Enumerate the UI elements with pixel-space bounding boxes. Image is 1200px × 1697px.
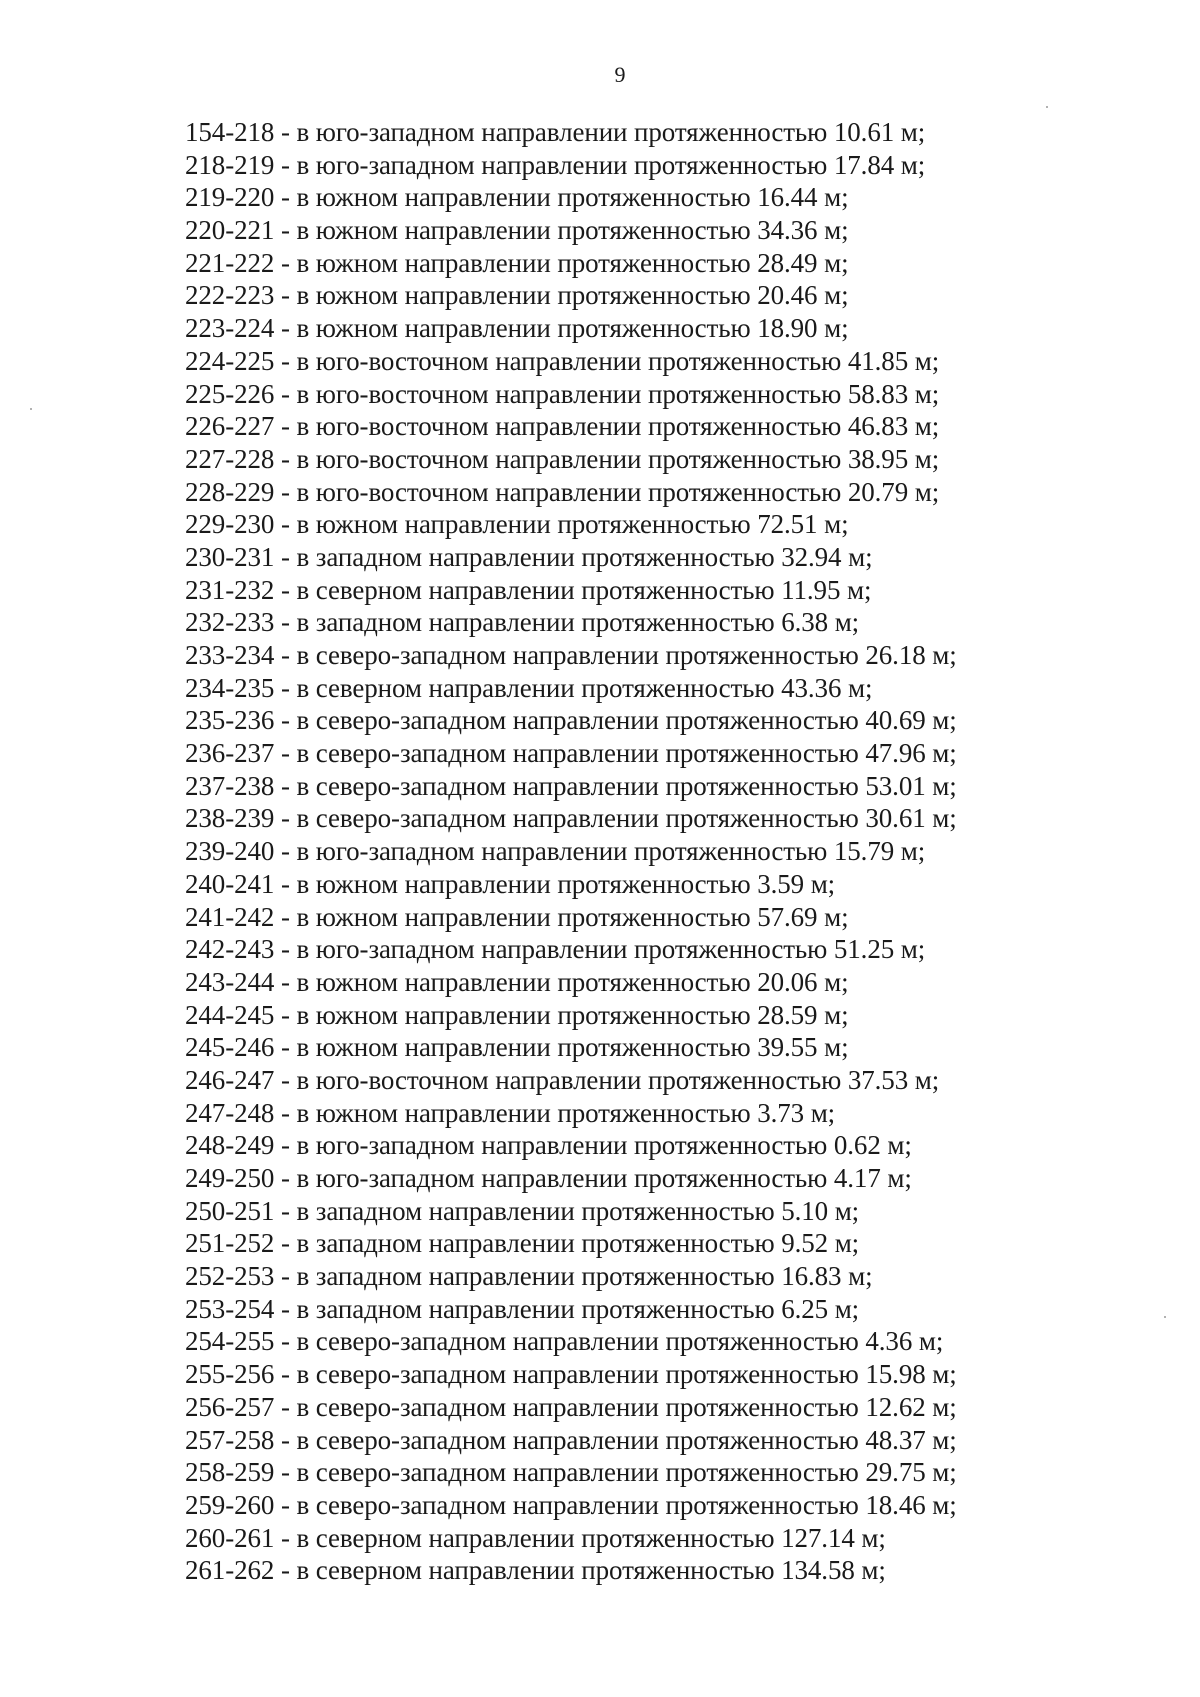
boundary-segment-line: 233-234 - в северо-западном направлении протяженностью 26.18 м; — [185, 640, 957, 670]
boundary-segment-line: 256-257 - в северо-западном направлении протяженностью 12.62 м; — [185, 1391, 957, 1422]
boundary-segment-line: 238-239 - в северо-западном направлении протяженностью 30.61 м; — [185, 803, 957, 834]
boundary-segment-list — [185, 116, 1065, 1587]
boundary-segment-line: 243-244 - в южном направлении протяженностью 20.06 м; — [185, 966, 849, 997]
scan-speck — [30, 408, 32, 410]
boundary-segment-line: 224-225 - в юго-восточном направлении протяженностью 41.85 м; — [185, 345, 940, 376]
scan-speck — [1046, 106, 1048, 108]
boundary-segment-line: 231-232 - в северном направлении протяженностью 11.95 м; — [185, 574, 872, 605]
boundary-segment-line: 234-235 - в северном направлении протяженностью 43.36 м; — [185, 672, 873, 703]
boundary-segment-line: 218-219 - в юго-западном направлении протяженностью 17.84 м; — [185, 149, 926, 180]
boundary-segment-line: 242-243 - в юго-западном направлении протяженностью 51.25 м; — [185, 934, 926, 965]
boundary-segment-line: 223-224 - в южном направлении протяженностью 18.90 м; — [185, 313, 849, 344]
boundary-segment-line: 225-226 - в юго-восточном направлении протяженностью 58.83 м; — [185, 378, 940, 409]
boundary-segment-line: 244-245 - в южном направлении протяженностью 28.59 м; — [185, 999, 849, 1030]
boundary-segment-line: 251-252 - в западном направлении протяженностью 9.52 м; — [185, 1228, 860, 1259]
boundary-segment-line: 253-254 - в западном направлении протяженностью 6.25 м; — [185, 1293, 860, 1324]
boundary-segment-line: 254-255 - в северо-западном направлении протяженностью 4.36 м; — [185, 1326, 944, 1357]
boundary-segment-line: 220-221 - в южном направлении протяженностью 34.36 м; — [185, 215, 849, 246]
boundary-segment-line: 247-248 - в южном направлении протяженностью 3.73 м; — [185, 1097, 836, 1128]
boundary-segment-line: 240-241 - в южном направлении протяженностью 3.59 м; — [185, 868, 836, 899]
boundary-segment-line: 260-261 - в северном направлении протяженностью 127.14 м; — [185, 1522, 886, 1553]
boundary-segment-line: 226-227 - в юго-восточном направлении протяженностью 46.83 м; — [185, 411, 940, 442]
boundary-segment-line: 245-246 - в южном направлении протяженностью 39.55 м; — [185, 1032, 849, 1063]
boundary-segment-line: 229-230 - в южном направлении протяженностью 72.51 м; — [185, 509, 849, 540]
boundary-segment-line: 249-250 - в юго-западном направлении протяженностью 4.17 м; — [185, 1163, 912, 1193]
boundary-segment-line: 250-251 - в западном направлении протяженностью 5.10 м; — [185, 1195, 860, 1226]
boundary-segment-line: 154-218 - в юго-западном направлении протяженностью 10.61 м; — [185, 117, 926, 147]
boundary-segment-line: 219-220 - в южном направлении протяженностью 16.44 м; — [185, 182, 849, 213]
boundary-segment-line: 239-240 - в юго-западном направлении протяженностью 15.79 м; — [185, 836, 926, 867]
boundary-segment-line: 248-249 - в юго-западном направлении протяженностью 0.62 м; — [185, 1130, 912, 1161]
boundary-segment-line: 230-231 - в западном направлении протяженностью 32.94 м; — [185, 541, 873, 572]
boundary-segment-line: 237-238 - в северо-западном направлении протяженностью 53.01 м; — [185, 770, 957, 801]
boundary-segment-line: 221-222 - в южном направлении протяженностью 28.49 м; — [185, 247, 849, 278]
boundary-segment-line: 257-258 - в северо-западном направлении протяженностью 48.37 м; — [185, 1424, 957, 1455]
boundary-segment-line: 222-223 - в южном направлении протяженностью 20.46 м; — [185, 280, 849, 311]
boundary-segment-line: 246-247 - в юго-восточном направлении протяженностью 37.53 м; — [185, 1064, 940, 1095]
boundary-segment-line: 252-253 - в западном направлении протяженностью 16.83 м; — [185, 1261, 873, 1292]
boundary-segment-line: 258-259 - в северо-западном направлении протяженностью 29.75 м; — [185, 1457, 957, 1488]
boundary-segment-line: 236-237 - в северо-западном направлении протяженностью 47.96 м; — [185, 738, 957, 769]
scan-speck — [1164, 1316, 1166, 1318]
boundary-segment-line: 235-236 - в северо-западном направлении протяженностью 40.69 м; — [185, 705, 957, 736]
boundary-segment-line: 259-260 - в северо-западном направлении протяженностью 18.46 м; — [185, 1489, 957, 1520]
boundary-segment-line: 228-229 - в юго-восточном направлении протяженностью 20.79 м; — [185, 476, 940, 507]
boundary-segment-line: 232-233 - в западном направлении протяженностью 6.38 м; — [185, 607, 860, 638]
boundary-segment-line: 261-262 - в северном направлении протяженностью 134.58 м; — [185, 1555, 886, 1586]
boundary-segment-line: 227-228 - в юго-восточном направлении протяженностью 38.95 м; — [185, 443, 940, 474]
page-number: 9 — [614, 62, 626, 87]
boundary-segment-line: 241-242 - в южном направлении протяженностью 57.69 м; — [185, 901, 849, 932]
boundary-segment-line: 255-256 - в северо-западном направлении протяженностью 15.98 м; — [185, 1359, 957, 1390]
